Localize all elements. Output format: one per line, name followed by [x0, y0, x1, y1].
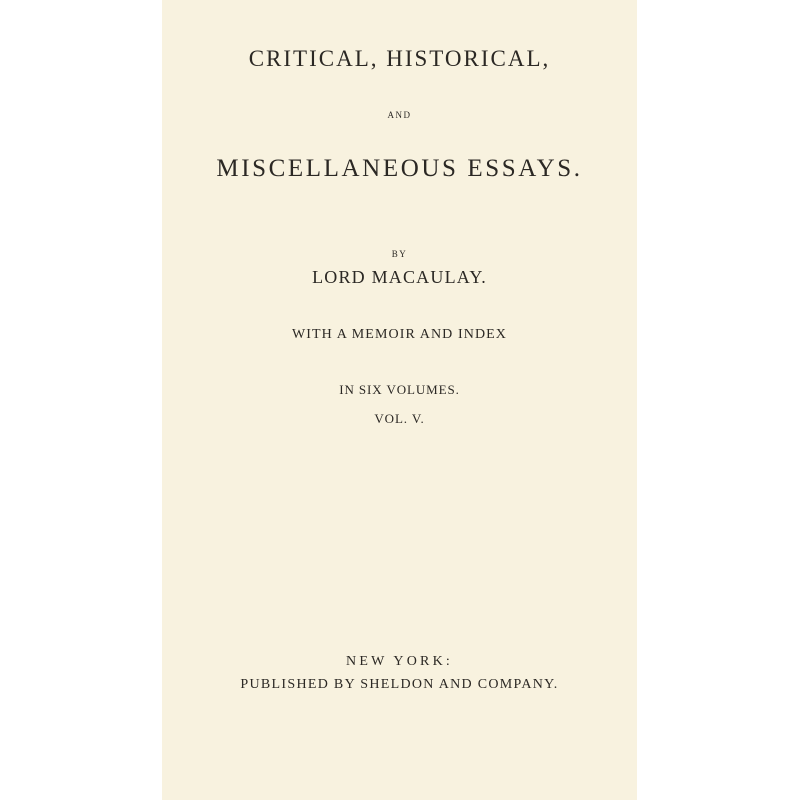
- title-line-2: MISCELLANEOUS ESSAYS.: [216, 155, 583, 182]
- volume-count: IN SIX VOLUMES.: [339, 382, 460, 397]
- volume-number: VOL. V.: [374, 411, 425, 426]
- author-name: LORD MACAULAY.: [312, 267, 487, 287]
- memoir-note: WITH A MEMOIR AND INDEX: [291, 327, 508, 342]
- title-conjunction: AND: [387, 110, 412, 120]
- publisher-line: PUBLISHED BY SHELDON AND COMPANY.: [240, 677, 559, 692]
- publication-city: NEW YORK:: [346, 654, 453, 669]
- title-line-1: CRITICAL, HISTORICAL,: [248, 46, 551, 71]
- by-line: BY: [391, 249, 408, 259]
- book-title-page: [162, 0, 637, 800]
